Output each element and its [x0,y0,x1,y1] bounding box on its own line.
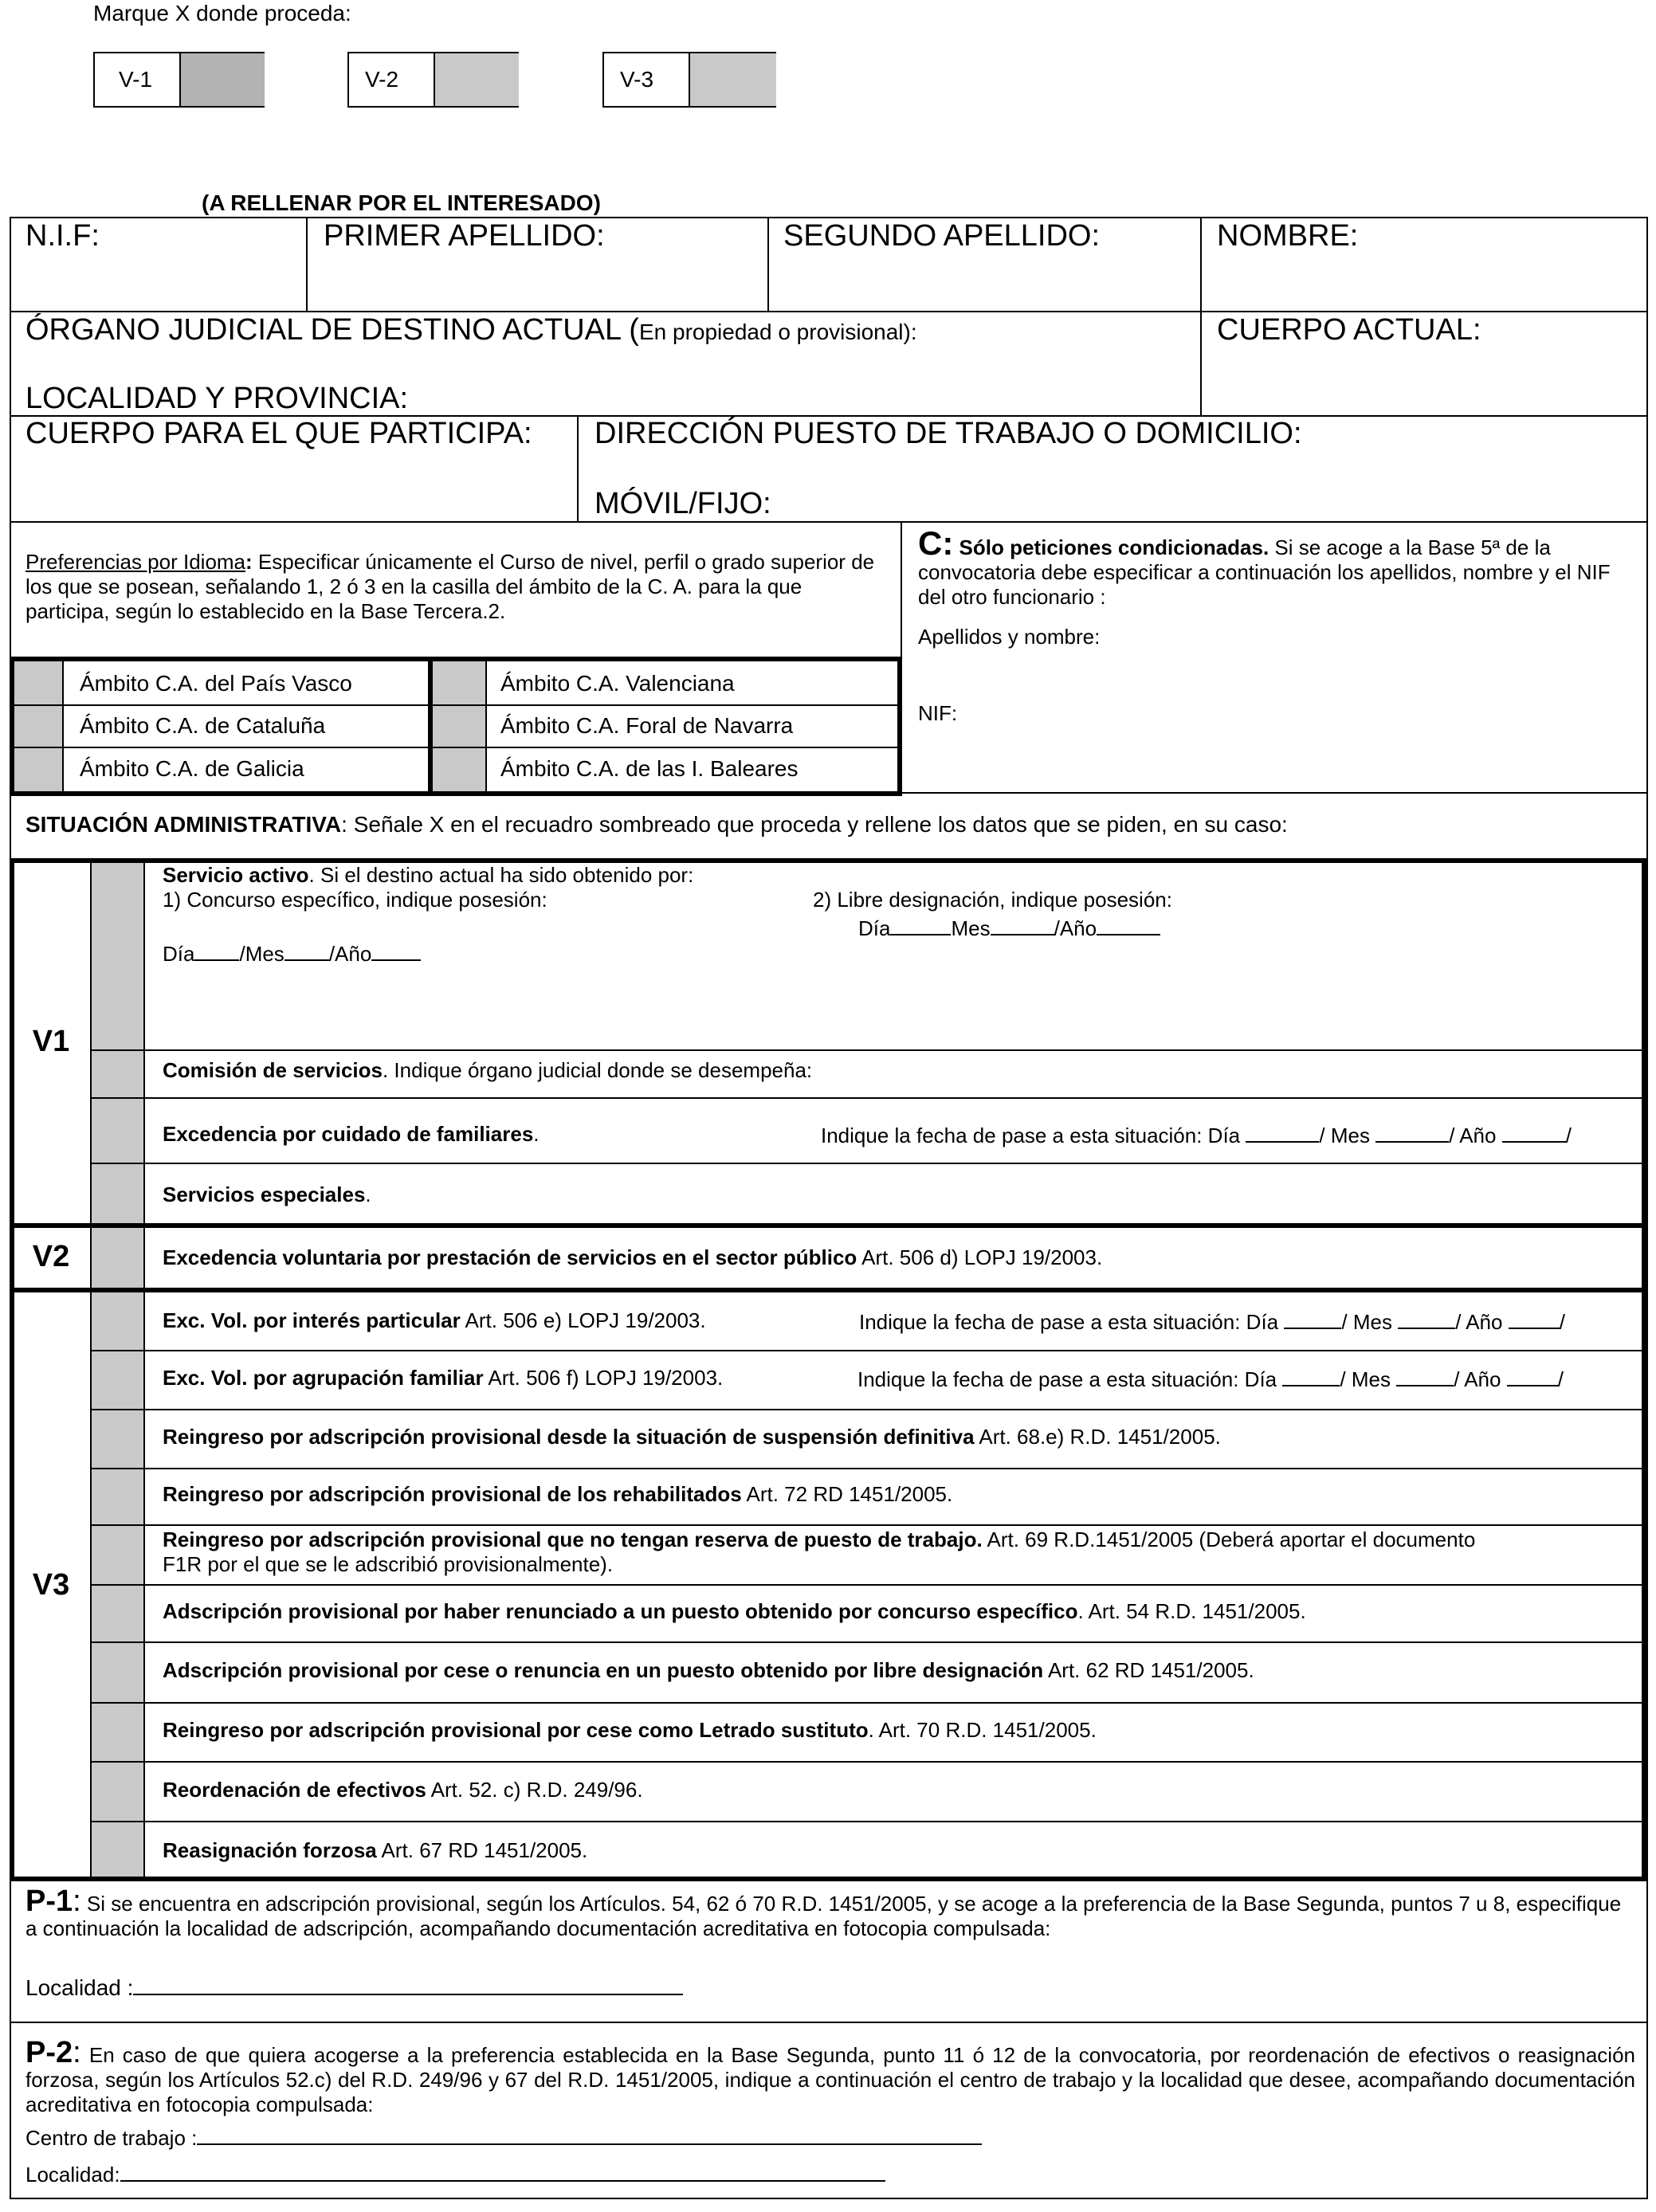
v1-especiales-text: Servicios especiales. [163,1182,371,1206]
v1-excedencia-text: Excedencia por cuidado de familiares. [163,1122,540,1146]
option-v2-box [347,52,519,108]
option-v3-box [602,52,776,108]
nif-field[interactable] [11,218,306,311]
ambito-valenciana-checkbox[interactable] [433,661,485,704]
v3-row-2-text: Exc. Vol. por agrupación familiar Art. 506 f) LOPJ 19/2003. [163,1366,724,1390]
option-v1-box [93,52,265,108]
v3-row-1-text: Exc. Vol. por interés particular Art. 506 e) LOPJ 19/2003. [163,1308,706,1332]
cuerpo-actual-label: CUERPO ACTUAL: [1217,313,1481,347]
v3-row-3-text: Reingreso por adscripción provisional desde la situación de suspensión definitiva Art. 68.e) R.D. 1451/2005. [163,1425,1221,1449]
ambito-cataluna-label: Ámbito C.A. de Cataluña [80,713,326,738]
p2-text: P-2: En caso de que quiera acogerse a la preferencia establecida en la Base Segunda, punto 11 ó 12 de la convocatoria, por reordenación de efectivos o reasignación forzosa, según los Artículos 52.c) del R.D. 249/96 y 67 del R.D. 1451/2005, indique a continuación el centro de trabajo y la localidad que desee, acompañando documentación acreditativa en fotocopia compulsada: [26,2036,1635,2116]
v1-servicios-especiales-checkbox[interactable] [92,1164,143,1225]
ambito-galicia-checkbox[interactable] [14,748,62,791]
v3-concurso-especifico-checkbox[interactable] [92,1586,143,1641]
segundo-apellido-label: SEGUNDO APELLIDO: [783,219,1101,253]
primer-apellido-field[interactable] [308,218,767,311]
v3-row-7-text: Adscripción provisional por cese o renuncia en un puesto obtenido por libre designación Art. 62 RD 1451/2005. [163,1658,1254,1682]
instruction-text: Marque X donde proceda: [93,1,351,25]
v3-rehabilitados-checkbox[interactable] [92,1469,143,1524]
p2-localidad-input[interactable] [128,2156,893,2185]
v2-text: Excedencia voluntaria por prestación de servicios en el sector público Art. 506 d) LOPJ 19/2003. [163,1245,1103,1269]
condicionadas-nif-label: NIF: [918,701,958,725]
v3-row-1-fecha: Indique la fecha de pase a esta situación: Día / Mes / Año / [859,1310,1565,1334]
v3-row-5-text: Reingreso por adscripción provisional que no tengan reserva de puesto de trabajo. Art. 69 R.D.1451/2005 (Deberá aportar el documento [163,1528,1476,1551]
p2-centro: Centro de trabajo : [26,2124,982,2151]
v1-excedencia-familiares-checkbox[interactable] [92,1099,143,1163]
idioma-instructions: Preferencias por Idioma: Especificar únicamente el Curso de nivel, perfil o grado superior de los que se posean, señalando 1, 2 ó 3 en la casilla del ámbito de la C. A. para la que participa, según lo establecido en la Base Tercera.2. [26,550,875,623]
option-v1-checkbox[interactable] [179,53,265,106]
localidad-provincia-label: LOCALIDAD Y PROVINCIA: [26,382,409,415]
v1-servicio-activo-checkbox[interactable] [92,863,143,1049]
v3-row-6-text: Adscripción provisional por haber renunciado a un puesto obtenido por concurso específico. Art. 54 R.D. 1451/2005. [163,1599,1306,1623]
ambito-navarra-checkbox[interactable] [433,706,485,747]
p1-localidad-input[interactable] [135,1968,685,2000]
condicionadas-apellidos-label: Apellidos y nombre: [918,625,1101,649]
v1-concurso-date: Día /Mes /Año [163,940,421,967]
v3-row-9-text: Reordenación de efectivos Art. 52. c) R.D. 249/96. [163,1778,643,1802]
condicionadas-text: C: Sólo peticiones condicionadas. Si se acoge a la Base 5ª de la convocatoria debe especificar a continuación los apellidos, nombre y el NIF del otro funcionario : [918,524,1611,609]
nif-label: N.I.F: [26,219,100,253]
nombre-field[interactable] [1202,218,1646,311]
v2-checkbox[interactable] [92,1228,143,1288]
ambito-baleares-label: Ámbito C.A. de las I. Baleares [500,756,799,781]
v3-sin-reserva-checkbox[interactable] [92,1526,143,1584]
option-v3-checkbox[interactable] [689,53,776,106]
v3-letrado-sustituto-checkbox[interactable] [92,1704,143,1761]
v1-comision-checkbox[interactable] [92,1051,143,1097]
v3-row-5-text-cont: F1R por el que se le adscribió provisionalmente). [163,1552,614,1576]
primer-apellido-label: PRIMER APELLIDO: [324,219,605,253]
v1-excedencia-fecha: Indique la fecha de pase a esta situación: Día / Mes / Año / [821,1124,1572,1147]
v2-label: V2 [32,1240,70,1273]
v3-reordenacion-checkbox[interactable] [92,1763,143,1821]
p1-text: P-1: Si se encuentra en adscripción provisional, según los Artículos. 54, 62 ó 70 R.D. 1451/2005, y se acoge a la preferencia de la Base Segunda, puntos 7 u 8, especifique a continuación la localidad de adscripción, acompañando documentación acreditativa en fotocopia compulsada: [26,1885,1622,1940]
ambito-galicia-label: Ámbito C.A. de Galicia [80,756,304,781]
ambito-pais-vasco-checkbox[interactable] [14,661,62,704]
option-v1-label: V-1 [119,67,153,92]
p2-centro-input[interactable] [214,2120,999,2148]
v3-reasignacion-checkbox[interactable] [92,1822,143,1877]
v3-suspension-checkbox[interactable] [92,1410,143,1468]
v1-libre-text: 2) Libre designación, indique posesión: [813,888,1172,912]
cuerpo-participa-label: CUERPO PARA EL QUE PARTICIPA: [26,417,532,450]
v1-servicio-activo-text: Servicio activo. Si el destino actual ha sido obtenido por: [163,863,694,887]
nombre-label: NOMBRE: [1217,219,1359,253]
movil-label: MÓVIL/FIJO: [595,487,771,520]
v3-row-10-text: Reasignación forzosa Art. 67 RD 1451/2005. [163,1838,588,1862]
ambito-valenciana-label: Ámbito C.A. Valenciana [500,671,735,696]
direccion-label: DIRECCIÓN PUESTO DE TRABAJO O DOMICILIO: [595,417,1302,450]
v1-concurso-text: 1) Concurso específico, indique posesión: [163,888,547,912]
v1-label: V1 [32,1025,70,1058]
v3-row-4-text: Reingreso por adscripción provisional de los rehabilitados Art. 72 RD 1451/2005. [163,1482,953,1506]
v3-row-2-fecha: Indique la fecha de pase a esta situación: Día / Mes / Año / [857,1367,1564,1391]
v3-agrupacion-familiar-checkbox[interactable] [92,1351,143,1409]
option-v2-checkbox[interactable] [434,53,519,106]
v3-label: V3 [32,1568,70,1602]
ambito-navarra-label: Ámbito C.A. Foral de Navarra [500,713,794,738]
v1-comision-text: Comisión de servicios. Indique órgano judicial donde se desempeña: [163,1058,813,1082]
situacion-instructions: SITUACIÓN ADMINISTRATIVA: Señale X en el recuadro sombreado que proceda y rellene los datos que se piden, en su caso: [26,812,1288,837]
option-v3-label: V-3 [620,67,654,92]
segundo-apellido-field[interactable] [769,218,1200,311]
option-v2-label: V-2 [365,67,399,92]
ambito-cataluna-checkbox[interactable] [14,706,62,747]
v1-libre-date: Día Mes /Año [858,915,1160,941]
v3-interes-particular-checkbox[interactable] [92,1292,143,1350]
p2-localidad: Localidad: [26,2161,885,2187]
v3-row-8-text: Reingreso por adscripción provisional por cese como Letrado sustituto. Art. 70 R.D. 1451/2005. [163,1718,1097,1742]
fill-note: (A RELLENAR POR EL INTERESADO) [202,190,601,215]
v3-libre-designacion-checkbox[interactable] [92,1643,143,1702]
organo-label: ÓRGANO JUDICIAL DE DESTINO ACTUAL (En propiedad o provisional): [26,313,917,347]
p1-localidad: Localidad : [26,1975,683,2001]
ambito-pais-vasco-label: Ámbito C.A. del País Vasco [80,671,352,696]
ambito-baleares-checkbox[interactable] [433,748,485,791]
